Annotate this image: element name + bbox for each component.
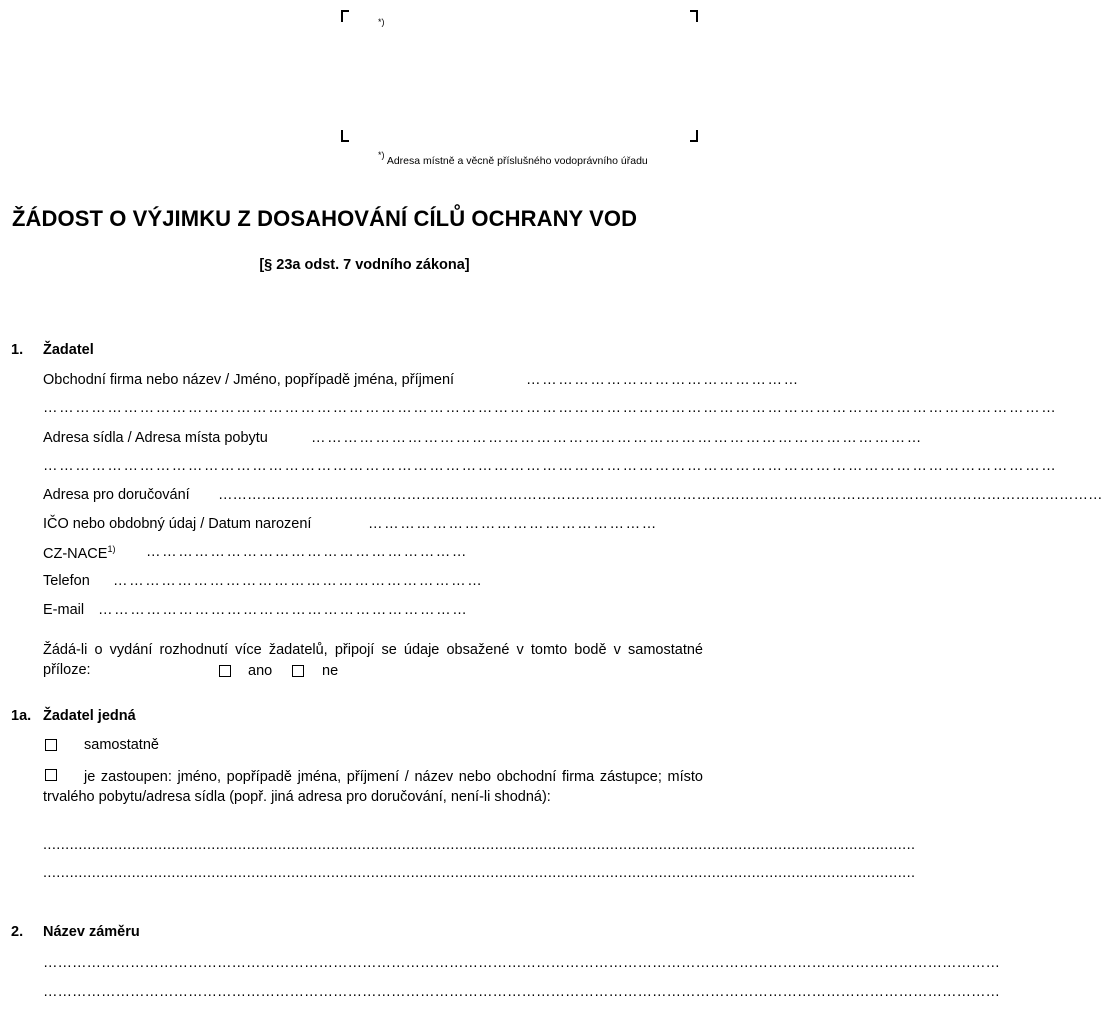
phone-field[interactable]: …………………………………………………………… — [113, 573, 484, 589]
delivery-address-label: Adresa pro doručování — [43, 487, 190, 503]
address-field[interactable]: …………………………………………………………………………………………………… — [311, 430, 923, 446]
address-box-footnote: *) Adresa místně a věcně příslušného vodoprávního úřadu — [378, 150, 648, 167]
checkbox-no[interactable] — [292, 665, 304, 677]
checkbox-self[interactable] — [45, 739, 57, 751]
multi-applicant-text: Žádá-li o vydání rozhodnutí více žadatelů, připojí se údaje obsažené v tomto bodě v samostatné příloze: — [43, 642, 703, 678]
address-box-corner-top-right — [690, 10, 698, 22]
email-field[interactable]: …………………………………………………………… — [98, 602, 469, 618]
ico-field[interactable]: ……………………………………………… — [368, 516, 658, 532]
firm-name-label: Obchodní firma nebo název / Jméno, popřípadě jména, příjmení — [43, 372, 455, 388]
address-field-continued[interactable]: ……………………………………………………………………………………………………………………………………………………………………… — [43, 458, 1058, 474]
address-box-marker: *) — [378, 17, 385, 27]
checkbox-yes[interactable] — [219, 665, 231, 677]
section-1a-number: 1a. — [11, 708, 32, 724]
email-label: E-mail — [43, 602, 85, 618]
firm-name-field-continued[interactable]: ……………………………………………………………………………………………………………………………………………………………………… — [43, 400, 1058, 416]
firm-name-field[interactable]: …………………………………………… — [526, 372, 800, 388]
project-name-field-line-2[interactable]: ……………………………………………………………………………………………………………………………………………………………………………… — [43, 984, 1000, 1000]
option-no-label: ne — [322, 663, 339, 679]
section-2-heading: Název záměru — [43, 924, 140, 940]
representative-field-line-1[interactable]: ..................................................................................................................................................................................................... — [43, 837, 916, 853]
page-title: ŽÁDOST O VÝJIMKU Z DOSAHOVÁNÍ CÍLŮ OCHRANY VOD — [12, 206, 638, 231]
nace-label: CZ-NACE$^{1)}$ — [43, 544, 116, 562]
section-1-number: 1. — [11, 342, 24, 358]
nace-field[interactable]: …………………………………………………… — [146, 544, 468, 560]
address-box-corner-bottom-right — [690, 130, 698, 142]
project-name-field-line-1[interactable]: ……………………………………………………………………………………………………………………………………………………………………………… — [43, 955, 1000, 971]
address-label: Adresa sídla / Adresa místa pobytu — [43, 430, 268, 446]
section-1a-heading: Žadatel jedná — [43, 708, 136, 724]
representative-field-line-2[interactable]: ..................................................................................................................................................................................................... — [43, 865, 916, 881]
page-subtitle: [§ 23a odst. 7 vodního zákona] — [259, 257, 470, 273]
option-yes-label: ano — [248, 663, 273, 679]
address-box-corner-top-left — [341, 10, 349, 22]
option-self-label: samostatně — [84, 737, 159, 753]
section-2-number: 2. — [11, 924, 24, 940]
address-box-corner-bottom-left — [341, 130, 349, 142]
phone-label: Telefon — [43, 573, 90, 589]
section-1-heading: Žadatel — [43, 342, 94, 358]
option-represented-label: je zastoupen: jméno, popřípadě jména, příjmení / název nebo obchodní firma zástupce; místo trvalého pobytu/adresa sídla (popř. jiná adresa pro doručování, není-li shodná): — [43, 769, 703, 805]
ico-label: IČO nebo obdobný údaj / Datum narození — [43, 516, 312, 532]
delivery-address-field[interactable]: ………………………………………………………………………………………………………………………………………………………………… — [218, 487, 1103, 503]
